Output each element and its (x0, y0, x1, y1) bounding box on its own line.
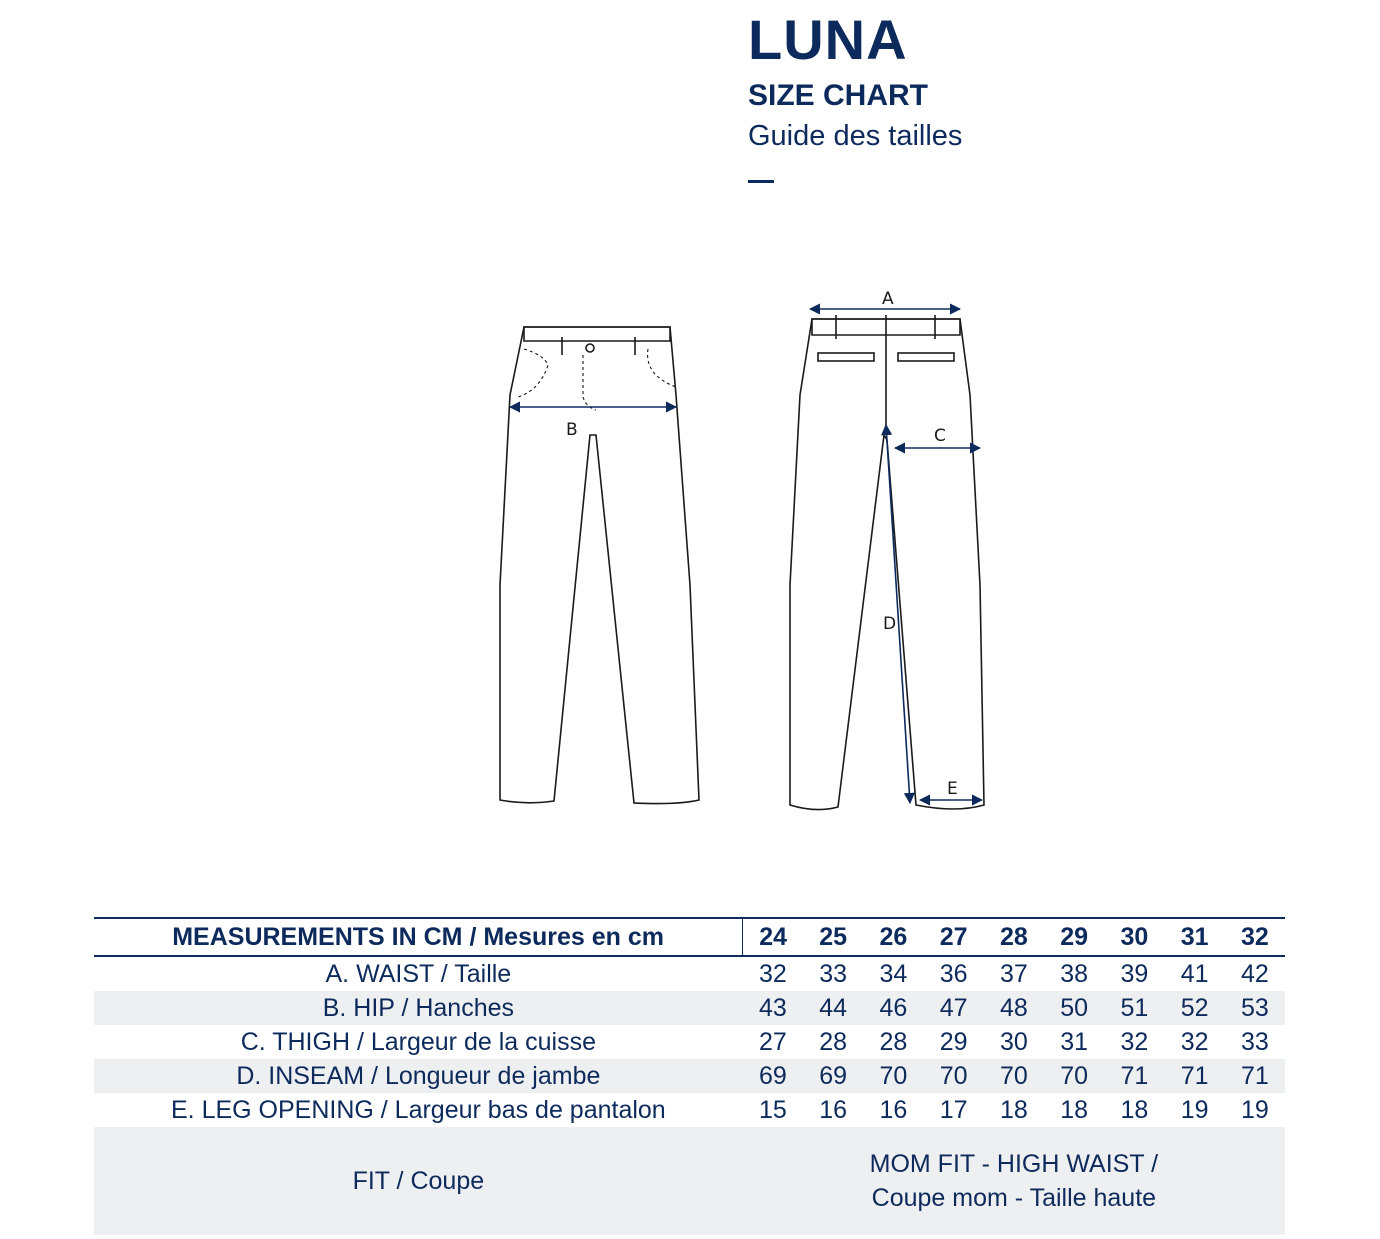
cell: 38 (1060, 959, 1088, 988)
cell: 18 (999, 1095, 1028, 1124)
cell: 30 (999, 1027, 1028, 1056)
cell: 36 (939, 959, 968, 988)
cell: 19 (1180, 1095, 1209, 1124)
cell: 70 (984, 1059, 1044, 1093)
row-label: C. THIGH / Largeur de la cuisse (240, 1027, 596, 1056)
row-label: B. HIP / Hanches (94, 991, 743, 1025)
cell: 17 (939, 1095, 968, 1124)
size-header: 30 (1120, 922, 1149, 951)
cell: 69 (803, 1059, 863, 1093)
label-c: C (934, 426, 946, 446)
cell: 29 (939, 1027, 968, 1056)
cell: 70 (1044, 1059, 1104, 1093)
cell: 69 (743, 1059, 803, 1093)
cell: 19 (1240, 1095, 1269, 1124)
cell: 71 (1225, 1059, 1285, 1093)
cell: 28 (819, 1027, 847, 1056)
cell: 50 (1044, 991, 1104, 1025)
cell: 47 (923, 991, 983, 1025)
label-b: B (566, 420, 578, 440)
cell: 18 (1120, 1095, 1149, 1124)
cell: 34 (879, 959, 908, 988)
cell: 71 (1164, 1059, 1224, 1093)
size-header: 32 (1240, 922, 1269, 951)
cell: 16 (819, 1095, 847, 1124)
cell: 71 (1104, 1059, 1164, 1093)
table-row-inseam (94, 1059, 1285, 1093)
cell: 28 (879, 1027, 908, 1056)
size-table-container (94, 917, 1285, 1235)
table-header-row (94, 918, 1285, 956)
label-e: E (947, 779, 958, 799)
row-label: E. LEG OPENING / Largeur bas de pantalon (171, 1095, 666, 1124)
cell: 52 (1164, 991, 1224, 1025)
cell: 27 (758, 1027, 787, 1056)
cell: 33 (1240, 1027, 1269, 1056)
cell: 31 (1060, 1027, 1088, 1056)
fit-value (743, 1127, 1285, 1235)
size-header: 29 (1060, 922, 1088, 951)
cell: 51 (1104, 991, 1164, 1025)
cell: 41 (1180, 959, 1209, 988)
cell: 33 (819, 959, 847, 988)
size-header: 31 (1180, 922, 1209, 951)
cell: 15 (758, 1095, 787, 1124)
cell: 48 (984, 991, 1044, 1025)
cell: 32 (1180, 1027, 1209, 1056)
cell: 53 (1225, 991, 1285, 1025)
pants-diagram (490, 285, 1000, 825)
row-label: D. INSEAM / Longueur de jambe (94, 1059, 743, 1093)
cell: 32 (1120, 1027, 1149, 1056)
cell: 43 (743, 991, 803, 1025)
cell: 16 (879, 1095, 908, 1124)
fit-label: FIT / Coupe (94, 1127, 743, 1235)
header-label: MEASUREMENTS IN CM / Mesures en cm (94, 918, 743, 956)
size-chart-title: SIZE CHART (748, 79, 928, 112)
size-header: 27 (939, 922, 968, 951)
cell: 44 (803, 991, 863, 1025)
cell: 18 (1060, 1095, 1088, 1124)
fit-value-line1: MOM FIT - HIGH WAIST / (869, 1150, 1159, 1178)
row-label: A. WAIST / Taille (325, 959, 512, 988)
cell: 70 (863, 1059, 923, 1093)
label-d: D (883, 614, 897, 634)
table-row-waist (94, 956, 1285, 991)
brand-title: LUNA (748, 8, 908, 71)
size-header: 24 (759, 922, 787, 951)
table-row-leg-opening (94, 1093, 1285, 1127)
back-view (790, 315, 984, 810)
cell: 46 (863, 991, 923, 1025)
table-row-hip (94, 991, 1285, 1025)
size-header: 26 (879, 922, 908, 951)
cell: 39 (1120, 959, 1149, 988)
size-header: 25 (819, 922, 847, 951)
fit-value-line2: Coupe mom - Taille haute (871, 1184, 1157, 1212)
cell: 37 (999, 959, 1028, 988)
cell: 70 (923, 1059, 983, 1093)
table-row-thigh (94, 1025, 1285, 1059)
size-header: 28 (999, 922, 1028, 951)
front-view (500, 327, 699, 804)
label-a: A (882, 289, 894, 309)
table-row-fit (94, 1127, 1285, 1235)
header (748, 10, 962, 183)
size-table (94, 917, 1285, 1235)
cell: 32 (758, 959, 787, 988)
size-chart-title-fr: Guide des tailles (748, 120, 963, 152)
cell: 42 (1240, 959, 1269, 988)
title-divider (748, 180, 774, 183)
